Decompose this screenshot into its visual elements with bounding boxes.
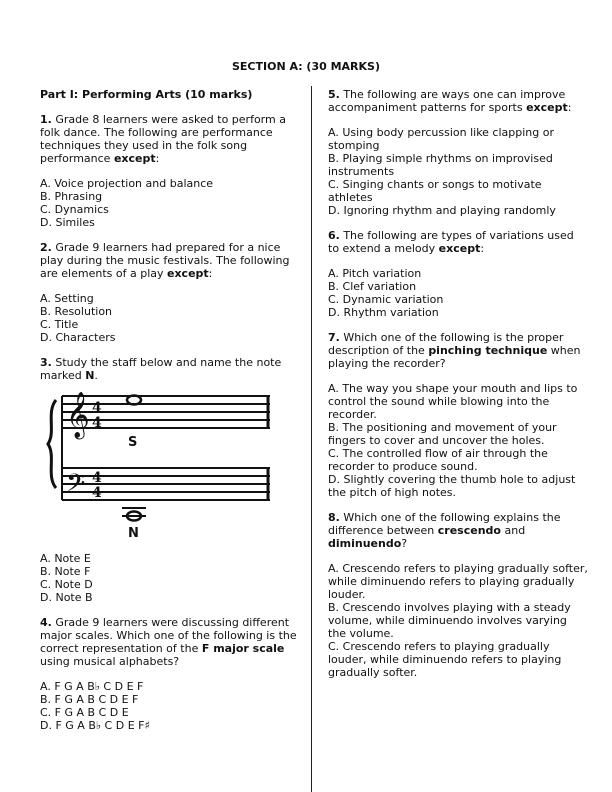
right-column (328, 88, 588, 679)
option: A. Note E (40, 552, 91, 565)
label-s: S (128, 435, 138, 450)
time-signature-top: 4 (92, 400, 102, 416)
question-6: 6. The following are types of variations used to extend a melody except: (328, 229, 574, 255)
option: A. The way you shape your mouth and lips to control the sound while blowing into the recorder. (328, 382, 578, 421)
option: C. F G A B C D E (40, 706, 129, 719)
option: A. Pitch variation (328, 267, 422, 280)
part-title: Part I: Performing Arts (10 marks) (40, 88, 253, 101)
option: D. F G A B♭ C D E F♯ (40, 719, 150, 732)
option: B. Phrasing (40, 190, 103, 203)
option: A. Using body percussion like clapping or stomping (328, 126, 555, 152)
option: B. Resolution (40, 305, 113, 318)
option: D. Characters (40, 331, 116, 344)
option: C. Dynamic variation (328, 293, 444, 306)
option: C. Note D (40, 578, 93, 591)
column-divider (311, 86, 312, 792)
option: D. Ignoring rhythm and playing randomly (328, 204, 556, 217)
question-3-options (40, 552, 300, 604)
option: B. Note F (40, 565, 91, 578)
question-6-options (328, 267, 588, 319)
music-staff-image (42, 392, 274, 542)
option: A. Crescendo refers to playing gradually softer, while diminuendo refers to playing gradually louder. (328, 562, 588, 601)
section-title: SECTION A: (30 MARKS) (231, 60, 380, 73)
question-4: 4. Grade 9 learners were discussing different major scales. Which one of the following is the correct representation of the F major scale using musical alphabets? (40, 616, 297, 668)
option: A. Voice projection and balance (40, 177, 214, 190)
question-5: 5. The following are ways one can improve accompaniment patterns for sports except: (328, 88, 572, 114)
question-8: 8. Which one of the following explains the difference between crescendo and diminuendo? (328, 511, 561, 550)
question-7: 7. Which one of the following is the proper description of the pinching technique when playing the recorder? (328, 331, 581, 370)
question-2-options (40, 292, 300, 344)
question-8-options (328, 562, 588, 679)
option: C. Crescendo refers to playing gradually louder, while diminuendo refers to playing gradually softer. (328, 640, 562, 679)
time-signature-bottom: 4 (92, 485, 102, 501)
brace (48, 400, 56, 488)
option: D. Rhythm variation (328, 306, 439, 319)
question-3: 3. Study the staff below and name the note marked N. (40, 356, 282, 382)
time-signature-top: 4 (92, 415, 102, 431)
treble-clef-icon: 𝄞 (66, 392, 90, 438)
option: C. Singing chants or songs to motivate athletes (328, 178, 542, 204)
option: A. Setting (40, 292, 94, 305)
option: D. Slightly covering the thumb hole to adjust the pitch of high notes. (328, 473, 576, 499)
question-4-options (40, 680, 300, 732)
option: B. F G A B C D E F (40, 693, 139, 706)
label-n: N (128, 526, 139, 541)
option: C. Dynamics (40, 203, 109, 216)
option: C. Title (40, 318, 79, 331)
question-7-options (328, 382, 588, 499)
question-2: 2. Grade 9 learners had prepared for a nice play during the music festivals. The following are elements of a play except: (40, 241, 290, 280)
question-1: 1. Grade 8 learners were asked to perform a folk dance. The following are performance techniques they used in the folk song performance except: (40, 113, 286, 165)
question-1-options (40, 177, 300, 229)
option: B. The positioning and movement of your fingers to cover and uncover the holes. (328, 421, 557, 447)
option: D. Similes (40, 216, 95, 229)
option: C. The controlled flow of air through the recorder to produce sound. (328, 447, 548, 473)
time-signature-bottom: 4 (92, 470, 102, 486)
grand-staff-diagram (42, 392, 274, 542)
left-column (40, 88, 300, 732)
option: B. Clef variation (328, 280, 417, 293)
option: B. Crescendo involves playing with a steady volume, while diminuendo involves varying the volume. (328, 601, 571, 640)
bass-clef-icon: 𝄢 (66, 469, 86, 504)
option: B. Playing simple rhythms on improvised instruments (328, 152, 553, 178)
option: D. Note B (40, 591, 93, 604)
question-5-options (328, 126, 588, 217)
option: A. F G A B♭ C D E F (40, 680, 144, 693)
